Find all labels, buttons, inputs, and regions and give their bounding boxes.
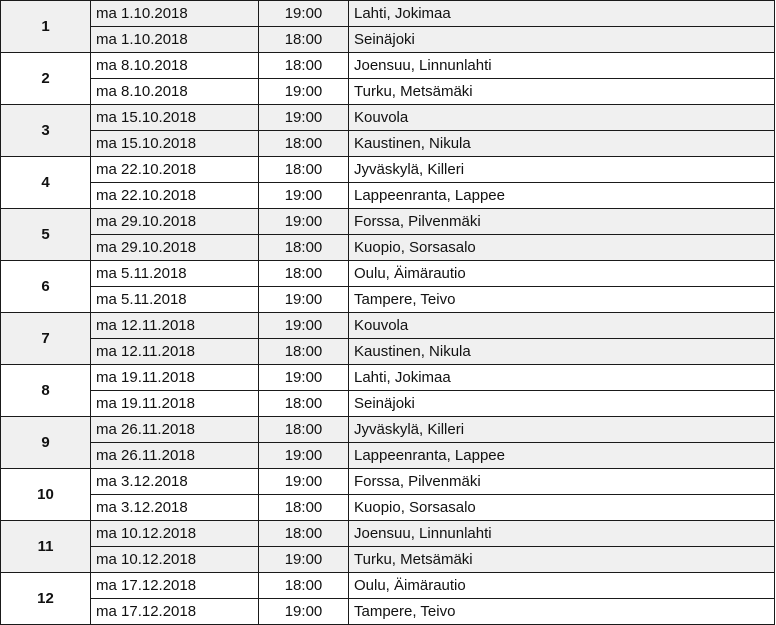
game-time: 19:00 <box>259 599 349 625</box>
game-date: ma 1.10.2018 <box>91 1 259 27</box>
game-place: Turku, Metsämäki <box>349 547 775 573</box>
game-time: 18:00 <box>259 573 349 599</box>
game-place: Kouvola <box>349 313 775 339</box>
game-time: 19:00 <box>259 183 349 209</box>
game-date: ma 1.10.2018 <box>91 27 259 53</box>
game-place: Oulu, Äimärautio <box>349 261 775 287</box>
game-place: Lahti, Jokimaa <box>349 1 775 27</box>
game-date: ma 17.12.2018 <box>91 599 259 625</box>
game-place: Forssa, Pilvenmäki <box>349 469 775 495</box>
round-number: 7 <box>1 313 91 365</box>
table-row <box>1 157 775 183</box>
table-row <box>1 599 775 625</box>
round-number: 2 <box>1 53 91 105</box>
schedule-body <box>1 1 775 625</box>
game-date: ma 3.12.2018 <box>91 469 259 495</box>
game-date: ma 26.11.2018 <box>91 443 259 469</box>
game-time: 19:00 <box>259 79 349 105</box>
game-time: 19:00 <box>259 105 349 131</box>
game-time: 18:00 <box>259 157 349 183</box>
game-time: 18:00 <box>259 495 349 521</box>
game-time: 19:00 <box>259 547 349 573</box>
table-row <box>1 573 775 599</box>
game-date: ma 10.12.2018 <box>91 521 259 547</box>
game-time: 19:00 <box>259 1 349 27</box>
table-row <box>1 183 775 209</box>
round-number: 11 <box>1 521 91 573</box>
game-date: ma 10.12.2018 <box>91 547 259 573</box>
game-place: Kuopio, Sorsasalo <box>349 235 775 261</box>
table-row <box>1 469 775 495</box>
game-time: 18:00 <box>259 131 349 157</box>
game-time: 18:00 <box>259 521 349 547</box>
round-number: 1 <box>1 1 91 53</box>
game-date: ma 5.11.2018 <box>91 261 259 287</box>
game-date: ma 15.10.2018 <box>91 131 259 157</box>
game-time: 18:00 <box>259 417 349 443</box>
round-number: 4 <box>1 157 91 209</box>
table-row <box>1 1 775 27</box>
game-place: Oulu, Äimärautio <box>349 573 775 599</box>
game-time: 18:00 <box>259 53 349 79</box>
game-place: Kaustinen, Nikula <box>349 339 775 365</box>
table-row <box>1 495 775 521</box>
game-date: ma 19.11.2018 <box>91 391 259 417</box>
table-row <box>1 131 775 157</box>
game-place: Kouvola <box>349 105 775 131</box>
game-date: ma 17.12.2018 <box>91 573 259 599</box>
table-row <box>1 27 775 53</box>
game-date: ma 5.11.2018 <box>91 287 259 313</box>
game-date: ma 26.11.2018 <box>91 417 259 443</box>
game-place: Forssa, Pilvenmäki <box>349 209 775 235</box>
round-number: 12 <box>1 573 91 625</box>
table-row <box>1 521 775 547</box>
game-place: Kuopio, Sorsasalo <box>349 495 775 521</box>
game-date: ma 29.10.2018 <box>91 235 259 261</box>
game-place: Turku, Metsämäki <box>349 79 775 105</box>
game-date: ma 12.11.2018 <box>91 339 259 365</box>
game-place: Seinäjoki <box>349 27 775 53</box>
round-number: 8 <box>1 365 91 417</box>
game-time: 19:00 <box>259 365 349 391</box>
game-time: 19:00 <box>259 209 349 235</box>
table-row <box>1 53 775 79</box>
game-time: 18:00 <box>259 261 349 287</box>
game-date: ma 8.10.2018 <box>91 53 259 79</box>
table-row <box>1 417 775 443</box>
game-place: Kaustinen, Nikula <box>349 131 775 157</box>
game-time: 18:00 <box>259 391 349 417</box>
game-time: 18:00 <box>259 339 349 365</box>
round-number: 10 <box>1 469 91 521</box>
game-date: ma 19.11.2018 <box>91 365 259 391</box>
game-date: ma 3.12.2018 <box>91 495 259 521</box>
game-date: ma 22.10.2018 <box>91 157 259 183</box>
game-place: Seinäjoki <box>349 391 775 417</box>
game-date: ma 12.11.2018 <box>91 313 259 339</box>
game-time: 18:00 <box>259 27 349 53</box>
game-time: 19:00 <box>259 313 349 339</box>
game-date: ma 15.10.2018 <box>91 105 259 131</box>
table-row <box>1 365 775 391</box>
game-place: Joensuu, Linnunlahti <box>349 521 775 547</box>
table-row <box>1 391 775 417</box>
table-row <box>1 287 775 313</box>
table-row <box>1 105 775 131</box>
game-place: Tampere, Teivo <box>349 287 775 313</box>
game-place: Tampere, Teivo <box>349 599 775 625</box>
game-place: Lahti, Jokimaa <box>349 365 775 391</box>
round-number: 6 <box>1 261 91 313</box>
game-time: 19:00 <box>259 443 349 469</box>
table-row <box>1 261 775 287</box>
table-row <box>1 339 775 365</box>
table-row <box>1 235 775 261</box>
game-place: Jyväskylä, Killeri <box>349 417 775 443</box>
game-place: Jyväskylä, Killeri <box>349 157 775 183</box>
game-time: 19:00 <box>259 469 349 495</box>
table-row <box>1 79 775 105</box>
game-place: Lappeenranta, Lappee <box>349 443 775 469</box>
table-row <box>1 547 775 573</box>
round-number: 3 <box>1 105 91 157</box>
game-date: ma 8.10.2018 <box>91 79 259 105</box>
game-place: Joensuu, Linnunlahti <box>349 53 775 79</box>
game-date: ma 29.10.2018 <box>91 209 259 235</box>
table-row <box>1 313 775 339</box>
table-row <box>1 209 775 235</box>
table-row <box>1 443 775 469</box>
game-date: ma 22.10.2018 <box>91 183 259 209</box>
round-number: 5 <box>1 209 91 261</box>
game-time: 18:00 <box>259 235 349 261</box>
game-time: 19:00 <box>259 287 349 313</box>
game-place: Lappeenranta, Lappee <box>349 183 775 209</box>
round-number: 9 <box>1 417 91 469</box>
